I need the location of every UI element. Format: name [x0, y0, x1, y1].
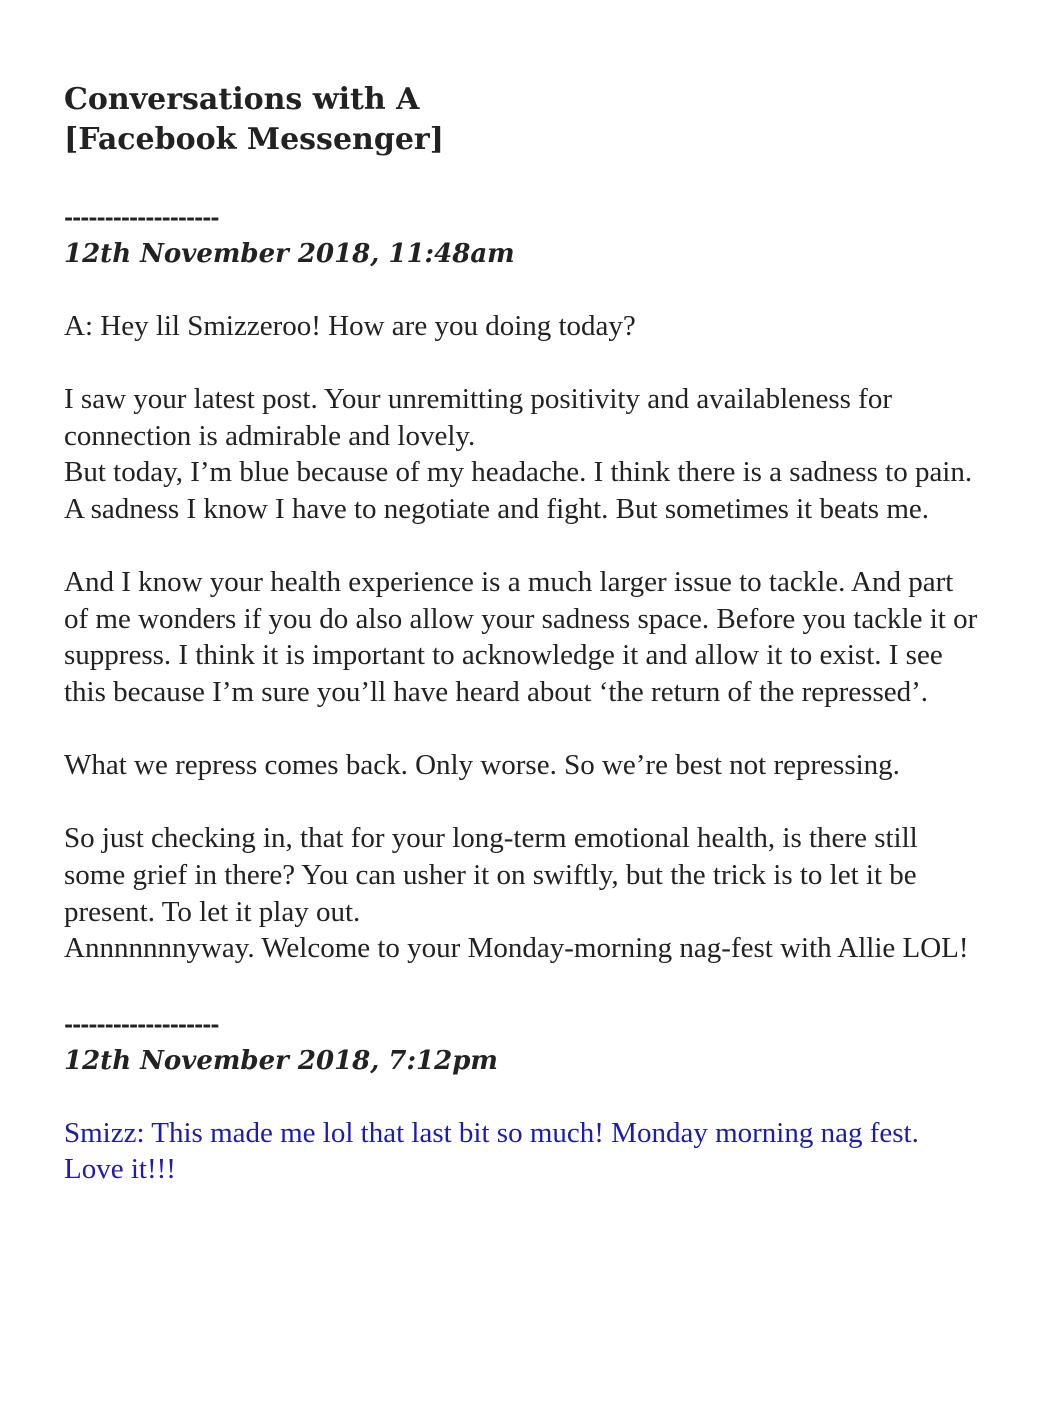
document-title: [64, 80, 984, 160]
message-paragraph: [64, 820, 984, 966]
title-line-2: [Facebook Messenger]: [64, 122, 444, 157]
message-line-latest-post: I saw your latest post. Your unremitting positivity and availableness for connection is admirable and lovely.: [64, 383, 893, 452]
section-divider: -------------------: [64, 205, 219, 231]
entry-timestamp: 12th November 2018, 11:48am: [64, 239, 515, 269]
entry-timestamp: 12th November 2018, 7:12pm: [64, 1045, 498, 1076]
message-paragraph-repress: What we repress comes back. Only worse. So we’re best not repressing.: [64, 749, 900, 782]
conversation-entry-2: [64, 1007, 984, 1188]
message-line-checking-in: So just checking in, that for your long-term emotional health, is there still some grief in there? You can usher it on swiftly, but the trick is to let it be present. To let it play out.: [64, 822, 918, 928]
message-paragraph-health: And I know your health experience is a much larger issue to tackle. And part of me wonders if you do also allow your sadness space. Before you tackle it or suppress. I think it is important to acknowledge it and allow it to exist. I see this because I’m sure you’ll have heard about ‘the return of the repressed’.: [64, 566, 978, 708]
message-paragraph: [64, 381, 984, 527]
message-line-headache: But today, I’m blue because of my headache. I think there is a sadness to pain. A sadness I know I have to negotiate and fight. But sometimes it beats me.: [64, 456, 973, 525]
message-smizz-reply: Smizz: This made me lol that last bit so much! Monday morning nag fest. Love it!!!: [64, 1116, 919, 1186]
message-line-anyway: Annnnnnnyway. Welcome to your Monday-morning nag-fest with Allie LOL!: [64, 932, 969, 965]
conversation-entry-1: [64, 200, 984, 967]
section-divider: -------------------: [64, 1011, 219, 1038]
title-line-1: Conversations with A: [64, 82, 420, 117]
document-page: [64, 80, 984, 1188]
message-greeting: A: Hey lil Smizzeroo! How are you doing today?: [64, 310, 636, 342]
